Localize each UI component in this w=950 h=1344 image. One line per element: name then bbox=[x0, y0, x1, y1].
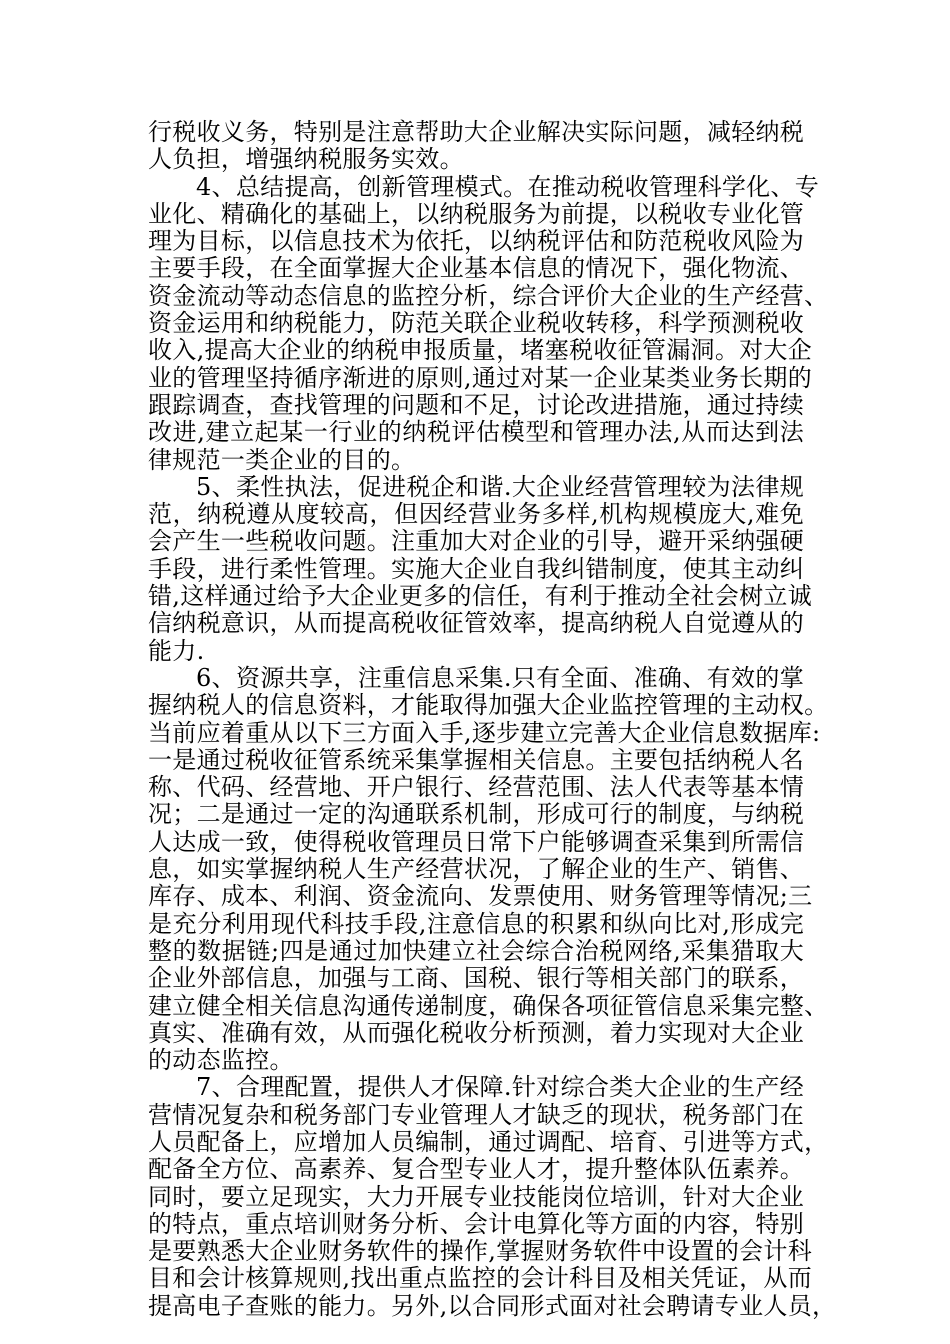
text-line: 目和会计核算规则,找出重点监控的会计科目及相关凭证，从而 bbox=[148, 1264, 813, 1293]
text-line: 范，纳税遵从度较高，但因经营业务多样,机构规模庞大,难免 bbox=[148, 500, 804, 529]
text-line: 业的管理坚持循序渐进的原则,通过对某一企业某类业务长期的 bbox=[148, 363, 813, 392]
paragraph-6-start: 6、资源共享，注重信息采集.只有全面、准确、有效的掌 bbox=[196, 663, 804, 692]
text-line: 称、代码、经营地、开户银行、经营范围、法人代表等基本情 bbox=[148, 773, 805, 802]
text-line: 是要熟悉大企业财务软件的操作,掌握财务软件中设置的会计科 bbox=[148, 1237, 813, 1266]
text-line: 人员配备上，应增加人员编制，通过调配、培育、引进等方式， bbox=[148, 1127, 829, 1156]
text-line: 提高电子查账的能力。另外,以合同形式面对社会聘请专业人员， bbox=[148, 1291, 837, 1320]
paragraph-4-start: 4、总结提高，创新管理模式。在推动税收管理科学化、专 bbox=[196, 172, 820, 201]
text-line: 整的数据链;四是通过加快建立社会综合治税网络,采集猎取大 bbox=[148, 936, 804, 965]
text-line: 资金流动等动态信息的监控分析，综合评价大企业的生产经营、 bbox=[148, 281, 829, 310]
text-line: 的动态监控。 bbox=[148, 1046, 294, 1075]
text-line: 理为目标，以信息技术为依托，以纳税评估和防范税收风险为 bbox=[148, 227, 805, 256]
text-line: 资金运用和纳税能力，防范关联企业税收转移，科学预测税收 bbox=[148, 309, 805, 338]
text-line: 律规范一类企业的目的。 bbox=[148, 445, 416, 474]
text-line: 信纳税意识，从而提高税收征管效率，提高纳税人自觉遵从的 bbox=[148, 609, 805, 638]
text-line: 跟踪调查，查找管理的问题和不足，讨论改进措施，通过持续 bbox=[148, 390, 805, 419]
text-line: 企业外部信息，加强与工商、国税、银行等相关部门的联系， bbox=[148, 964, 805, 993]
text-line: 营情况复杂和税务部门专业管理人才缺乏的现状，税务部门在 bbox=[148, 1100, 805, 1129]
text-line: 况；二是通过一定的沟通联系机制，形成可行的制度，与纳税 bbox=[148, 800, 805, 829]
text-line: 建立健全相关信息沟通传递制度，确保各项征管信息采集完整、 bbox=[148, 991, 829, 1020]
text-line: 是充分利用现代科技手段,注意信息的积累和纵向比对,形成完 bbox=[148, 909, 804, 938]
text-line: 人达成一致，使得税收管理员日常下户能够调查采集到所需信 bbox=[148, 827, 805, 856]
body-text bbox=[148, 118, 837, 1320]
text-line: 握纳税人的信息资料，才能取得加强大企业监控管理的主动权。 bbox=[148, 691, 829, 720]
text-line: 改进,建立起某一行业的纳税评估模型和管理办法,从而达到法 bbox=[148, 418, 804, 447]
text-line: 业化、精确化的基础上，以纳税服务为前提，以税收专业化管 bbox=[148, 199, 805, 228]
text-line: 会产生一些税收问题。注重加大对企业的引导，避开采纳强硬 bbox=[148, 527, 805, 556]
text-line: 同时，要立足现实，大力开展专业技能岗位培训，针对大企业 bbox=[148, 1182, 805, 1211]
text-line: 当前应着重从以下三方面入手,逐步建立完善大企业信息数据库: bbox=[148, 718, 821, 747]
text-line: 息，如实掌握纳税人生产经营状况，了解企业的生产、销售、 bbox=[148, 855, 805, 884]
text-line: 能力. bbox=[148, 636, 205, 665]
text-line: 的特点，重点培训财务分析、会计电算化等方面的内容，特别 bbox=[148, 1209, 805, 1238]
text-line: 人负担，增强纳税服务实效。 bbox=[148, 145, 464, 174]
text-line: 一是通过税收征管系统采集掌握相关信息。主要包括纳税人名 bbox=[148, 745, 805, 774]
text-line: 库存、成本、利润、资金流向、发票使用、财务管理等情况;三 bbox=[148, 882, 813, 911]
text-line: 手段，进行柔性管理。实施大企业自我纠错制度，使其主动纠 bbox=[148, 554, 805, 583]
text-line: 错,这样通过给予大企业更多的信任，有利于推动全社会树立诚 bbox=[148, 582, 813, 611]
text-line: 收入,提高大企业的纳税申报质量，堵塞税收征管漏洞。对大企 bbox=[148, 336, 813, 365]
paragraph-5-start: 5、柔性执法，促进税企和谐.大企业经营管理较为法律规 bbox=[196, 472, 804, 501]
text-line: 配备全方位、高素养、复合型专业人才，提升整体队伍素养。 bbox=[148, 1155, 805, 1184]
text-line: 主要手段，在全面掌握大企业基本信息的情况下，强化物流、 bbox=[148, 254, 805, 283]
text-line: 行税收义务，特别是注意帮助大企业解决实际问题，减轻纳税 bbox=[148, 118, 805, 146]
paragraph-7-start: 7、合理配置，提供人才保障.针对综合类大企业的生产经 bbox=[196, 1073, 804, 1102]
text-line: 真实、准确有效，从而强化税收分析预测，着力实现对大企业 bbox=[148, 1018, 805, 1047]
